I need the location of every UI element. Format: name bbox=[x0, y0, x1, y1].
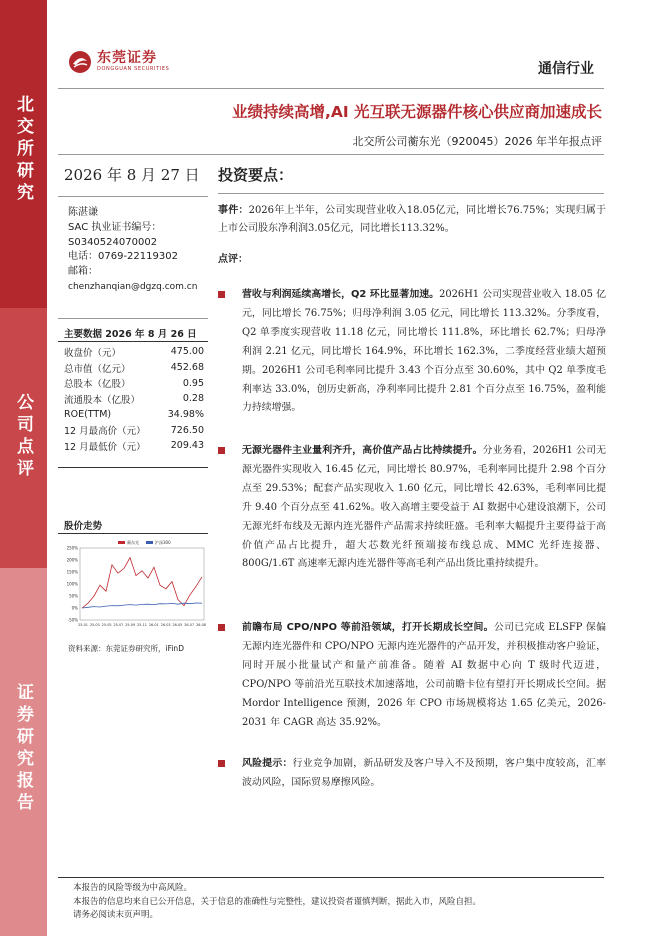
key-data-value: 475.00 bbox=[170, 346, 204, 358]
key-data-row bbox=[64, 407, 204, 423]
footer-info-source: 本报告的信息均来自已公开信息，关于信息的准确性与完整性，建议投资者谨慎判断，据此入市，风险自担。 bbox=[73, 896, 482, 907]
point-passive-devices bbox=[218, 442, 606, 574]
point-heading: 无源光器件主业量利齐升，高价值产品占比持续提升。 bbox=[242, 445, 483, 456]
event-text: 2026年上半年，公司实现营业收入18.05亿元，同比增长76.75%；实现归属于上市公司股东净利润3.05亿元，同比增长113.32%。 bbox=[218, 205, 606, 234]
legend-swatch bbox=[118, 541, 125, 544]
key-data-title: 主要数据 2026 年 8 月 26 日 bbox=[64, 329, 197, 340]
x-tick-label: 26-08 bbox=[196, 623, 206, 627]
key-data-value: 34.98% bbox=[167, 409, 204, 421]
analyst-email[interactable]: chenzhanqian@dgzq.com.cn bbox=[68, 281, 198, 292]
industry-label: 通信行业 bbox=[538, 61, 594, 77]
price-chart-title: 股价走势 bbox=[64, 521, 103, 532]
x-tick-label: 26-03 bbox=[160, 623, 171, 627]
divider bbox=[58, 154, 604, 155]
legend-label: 蘅东光 bbox=[127, 540, 139, 545]
bullet-icon bbox=[218, 760, 225, 767]
x-tick-label: 26-05 bbox=[172, 623, 183, 627]
logo-name: 东莞证券 bbox=[97, 50, 157, 66]
point-text: 行业竞争加剧，新品研发及客户导入不及预期，客户集中度较高，汇率波动风险，国际贸易摩擦风险。 bbox=[242, 758, 606, 788]
footer-read-statement: 请务必阅读末页声明。 bbox=[73, 910, 159, 920]
x-tick-label: 26-01 bbox=[148, 623, 159, 627]
key-data-label: ROE(TTM) bbox=[64, 409, 112, 421]
sac-number: S0340524070002 bbox=[68, 236, 158, 248]
price-chart bbox=[58, 538, 208, 638]
review-label: 点评： bbox=[218, 254, 248, 265]
key-data-row bbox=[64, 344, 204, 360]
email-label: 邮箱： bbox=[68, 266, 98, 278]
point-text: 分业务看，2026H1 公司无源光器件实现收入 16.45 亿元，同比增长 80.97%，毛利率同比提升 2.98 个百分点至 29.53%；配套产品实现收入 1.60 亿元，同比增长 42.63%，毛利率同比提升 9.40 个百分点至 41.62%。收入高增主要受益于 AI 数据中心建设浪潮下，公司无源光纤布线及无源内连光器件产品需求持续旺盛。毛利率大幅提升主要得益于高价值产品占比提升，超大芯数光纤预端接布线总成、MMC 光纤连接器、800G/1.6T 高速率无源内连光器件等高毛利产品出货比重持续提升。 bbox=[242, 445, 606, 570]
y-tick-label: 0% bbox=[71, 605, 78, 611]
sidebar-label: 北交所研究 bbox=[13, 95, 33, 205]
x-tick-label: 26-07 bbox=[184, 623, 195, 627]
key-data-value: 0.95 bbox=[182, 377, 204, 389]
y-tick-label: 150% bbox=[66, 569, 78, 575]
y-tick-label: 100% bbox=[66, 581, 78, 587]
sidebar-label: 证券研究报告 bbox=[13, 683, 33, 815]
divider bbox=[58, 533, 208, 534]
sac-label: SAC 执业证书编号： bbox=[68, 221, 162, 233]
point-heading: 前瞻布局 CPO/NPO 等前沿领域，打开长期成长空间。 bbox=[242, 622, 494, 633]
x-tick-label: 25-01 bbox=[78, 623, 88, 627]
divider bbox=[58, 341, 208, 342]
divider bbox=[58, 196, 208, 197]
divider bbox=[58, 88, 604, 89]
divider bbox=[58, 318, 208, 319]
report-subtitle: 北交所公司蘅东光（920045）2026 年半年报点评 bbox=[352, 135, 602, 148]
y-tick-label: 50% bbox=[69, 593, 78, 599]
key-data-row bbox=[64, 422, 204, 438]
bullet-icon bbox=[218, 447, 225, 454]
y-tick-label: -50% bbox=[67, 617, 78, 623]
key-data-value: 726.50 bbox=[170, 424, 204, 436]
logo-name-en: DONGGUAN SECURITIES bbox=[97, 66, 170, 72]
analyst-name: 陈湛谦 bbox=[68, 207, 98, 218]
plot-frame bbox=[80, 548, 204, 620]
event-paragraph bbox=[218, 202, 606, 237]
x-tick-label: 25-11 bbox=[137, 623, 147, 627]
x-tick-label: 25-05 bbox=[101, 623, 112, 627]
divider bbox=[58, 467, 208, 468]
key-data-value: 209.43 bbox=[170, 440, 204, 452]
key-data-label: 总市值（亿元） bbox=[64, 363, 131, 375]
y-tick-label: 250% bbox=[66, 545, 78, 551]
key-data-row bbox=[64, 438, 204, 454]
key-data-row bbox=[64, 375, 204, 391]
key-data-row bbox=[64, 360, 204, 376]
bullet-icon bbox=[218, 291, 225, 298]
point-text: 2026H1 公司实现营业收入 18.05 亿元，同比增长 76.75%；归母净利润 3.05 亿元，同比增长 113.32%。分季度看，Q2 单季度实现营收 11.18 亿元，同比增长 111.8%，环比增长 62.7%；归母净利润 2.21 亿元，同比增长 164.9%，环比增长 162.3%，二季度经营业绩大超预期。2026H1 公司毛利率同比提升 3.43 个百分点至 30.60%，其中 Q2 单季度毛利率达 33.0%，创历史新高，净利率同比提升 2.81 个百分点至 16.75%，盈利能力持续增强。 bbox=[242, 289, 606, 414]
report-date: 2026 年 8 月 27 日 bbox=[64, 166, 200, 184]
report-title: 业绩持续高增,AI 光互联无源器件核心供应商加速成长 bbox=[231, 103, 602, 121]
footer-risk-level: 本报告的风险等级为中高风险。 bbox=[73, 883, 193, 893]
event-label: 事件： bbox=[218, 205, 249, 216]
sidebar bbox=[0, 0, 47, 936]
x-tick-label: 25-03 bbox=[89, 623, 100, 627]
series-line bbox=[82, 558, 202, 608]
investment-title: 投资要点： bbox=[218, 166, 294, 184]
chart-source: 资料来源：东莞证券研究所，iFinD bbox=[68, 644, 184, 653]
legend-label: 沪深300 bbox=[155, 540, 171, 545]
x-tick-label: 25-09 bbox=[125, 623, 136, 627]
sidebar-segment-report bbox=[0, 568, 47, 936]
divider bbox=[218, 193, 604, 194]
point-text: 公司已完成 ELSFP 保偏无源内连光器件和 CPO/NPO 无源内连光器件的产品开发，并积极推动客户验证，同时开展小批量试产和量产前准备。随着 AI 数据中心向 T 级时代迈进，CPO/NPO 等前沿光互联技术加速落地，公司前瞻卡位有望打开长期成长空间。据 Mordor Intelligence 预测，2026 年 CPO 市场规模将达 1.65 亿美元，2026-2031 年 CAGR 高达 35.92%。 bbox=[242, 622, 606, 728]
point-heading: 风险提示： bbox=[242, 758, 293, 769]
point-revenue-growth bbox=[218, 286, 606, 418]
logo-mark-icon bbox=[68, 50, 92, 74]
analyst-phone: 电话：0769-22119302 bbox=[68, 251, 178, 263]
point-cpo-npo bbox=[218, 619, 606, 732]
sidebar-label: 公司点评 bbox=[13, 393, 33, 481]
x-tick-label: 25-07 bbox=[113, 623, 124, 627]
company-logo bbox=[68, 50, 169, 74]
key-data-label: 收盘价（元） bbox=[64, 347, 122, 359]
analyst-info bbox=[68, 206, 197, 295]
key-data-label: 12 月最高价（元） bbox=[64, 426, 146, 438]
bullet-icon bbox=[218, 624, 225, 631]
key-data-label: 流通股本（亿股） bbox=[64, 394, 141, 406]
point-heading: 营收与利润延续高增长，Q2 环比显著加速。 bbox=[242, 289, 440, 300]
sidebar-segment-research bbox=[0, 0, 47, 308]
key-data-row bbox=[64, 391, 204, 407]
key-data-table bbox=[64, 344, 204, 454]
divider bbox=[58, 877, 604, 878]
key-data-label: 总股本（亿股） bbox=[64, 379, 131, 391]
point-risk bbox=[218, 755, 606, 793]
key-data-label: 12 月最低价（元） bbox=[64, 441, 146, 453]
footer-disclaimer bbox=[73, 882, 481, 923]
y-tick-label: 200% bbox=[66, 557, 78, 563]
key-data-value: 452.68 bbox=[170, 362, 204, 374]
legend-swatch bbox=[146, 541, 153, 544]
sidebar-segment-review bbox=[0, 308, 47, 568]
key-data-value: 0.28 bbox=[182, 393, 204, 405]
